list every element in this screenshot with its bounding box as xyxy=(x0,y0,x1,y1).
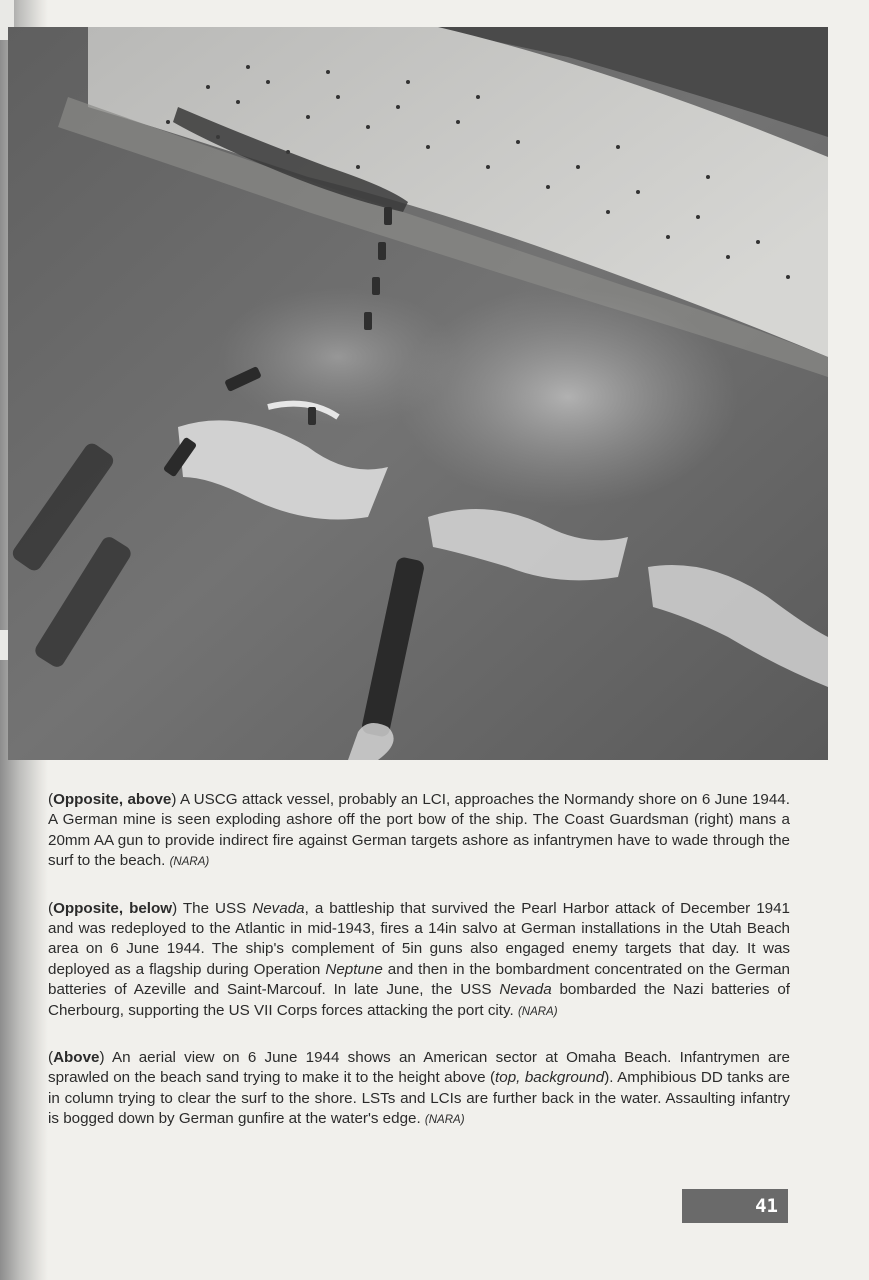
caption-body: bombarded the Nazi batteries of Cherbourg, supporting the US VII Corps forces attacking the port city. xyxy=(48,981,790,1019)
ship-name: Nevada xyxy=(499,981,552,999)
photo-credit: (NARA) xyxy=(517,1005,558,1018)
page-number-tab xyxy=(682,1189,788,1223)
caption-opposite-below: (Opposite, below) The USS Nevada, a battleship that survived the Pearl Harbor attack of December 1941 and was redeployed to the Atlantic in mid-1943, fires a 14in salvo at German installations in the Utah Beach area on 6 June 1944. The ship's complement of 5in guns also engaged enemy targets that day. It was deployed as a flagship during Operation Neptune and then in the bombardment concentrated on the German batteries of Azeville and Saint-Marcouf. In late June, the USS Nevada bombarded the Nazi batteries of Cherbourg, supporting the US VII Corps forces attacking the port city. (NARA) xyxy=(48,899,791,1019)
caption-emphasis: top, background xyxy=(495,1069,605,1087)
photo-credit: (NARA) xyxy=(424,1114,465,1127)
caption-body: and then in the bombardment concentrated on the German batteries of Azeville and Saint-Marcouf. In late June, the USS xyxy=(48,960,790,999)
operation-name: Neptune xyxy=(325,960,383,978)
page-number: 41 xyxy=(755,1195,778,1217)
caption-above: (Above) An aerial view on 6 June 1944 shows an American sector at Omaha Beach. Infantrymen are sprawled on the beach sand trying to make it to the height above (top, background). Amphibious DD tanks are in column trying to clear the surf to the shore. LSTs and LCIs are further back in the water. Assaulting infantry is bogged down by German gunfire at the water's edge. (NARA) xyxy=(48,1049,790,1128)
caption-body: ). Amphibious DD tanks are in column trying to clear the surf to the shore. LSTs and LCIs are further back in the water. Assaulting infantry is bogged down by German gunfire at the water's edge. xyxy=(48,1069,790,1128)
caption-body: , a battleship that survived the Pearl Harbor attack of December 1941 and was redeployed to the Atlantic in mid-1943, fires a 14in salvo at German installations in the Utah Beach area on 6 June 1944. The ship's complement of 5in guns also engaged enemy targets that day. It was deployed as a flagship during Operation xyxy=(48,899,791,978)
photo-credit: (NARA) xyxy=(169,856,210,869)
caption-body: An aerial view on 6 June 1944 shows an American sector at Omaha Beach. Infantrymen are sprawled on the beach sand trying to make it to the height above ( xyxy=(48,1049,790,1087)
aerial-beach-photo xyxy=(8,27,828,760)
caption-body: A USCG attack vessel, probably an LCI, approaches the Normandy shore on 6 June 1944. A German mine is seen exploding ashore off the port bow of the ship. The Coast Guardsman (right) mans a 20mm AA gun to provide indirect fire against German targets ashore as infantrymen have to wade through the surf to the beach. xyxy=(48,791,790,870)
caption-lead: Opposite, above xyxy=(53,791,172,808)
caption-body: The USS xyxy=(182,899,253,917)
caption-lead: Above xyxy=(53,1049,100,1067)
caption-lead: Opposite, below xyxy=(53,899,173,917)
photo-captions xyxy=(48,790,790,1157)
ship-name: Nevada xyxy=(252,899,305,917)
caption-opposite-above: (Opposite, above) A USCG attack vessel, probably an LCI, approaches the Normandy shore on 6 June 1944. A German mine is seen exploding ashore off the port bow of the ship. The Coast Guardsman (right) mans a 20mm AA gun to provide indirect fire against German targets ashore as infantrymen have to wade through the surf to the beach. (NARA) xyxy=(48,791,790,870)
